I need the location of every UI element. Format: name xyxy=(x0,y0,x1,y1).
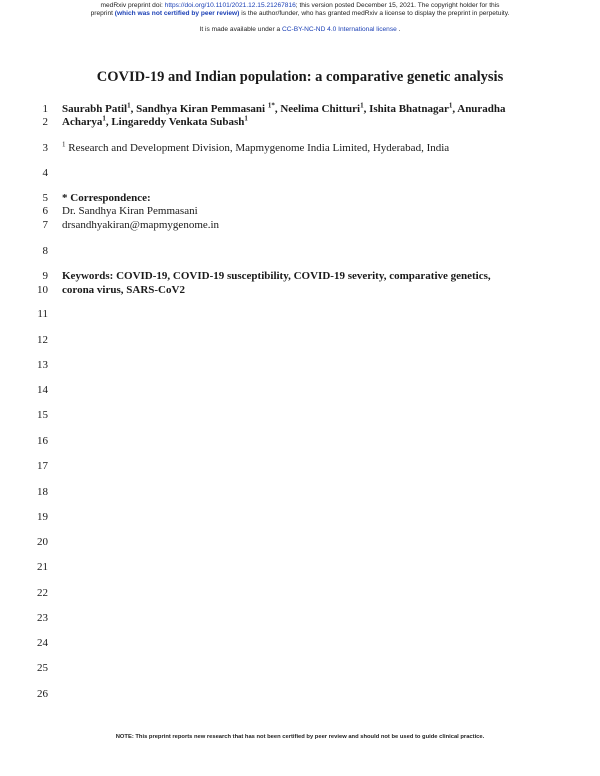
header-doi-label: medRxiv preprint doi: xyxy=(100,2,165,9)
header-license-text: is the author/funder, who has granted medRxiv a license to display the preprint in perpetuity. xyxy=(239,10,510,17)
line-number: 26 xyxy=(37,688,48,700)
correspondence-name: Dr. Sandhya Kiran Pemmasani xyxy=(62,205,198,217)
author-name: Saurabh Patil xyxy=(62,103,128,115)
line-number: 21 xyxy=(37,561,48,573)
keywords-line-2: corona virus, SARS-CoV2 xyxy=(62,284,185,296)
line-number: 18 xyxy=(37,486,48,498)
line-number: 19 xyxy=(37,511,48,523)
affiliation xyxy=(62,142,449,155)
line-number: 8 xyxy=(42,245,48,257)
author-affiliation-mark: 1 xyxy=(102,114,106,123)
author-affiliation-mark: 1 xyxy=(127,101,131,110)
correspondence-email[interactable]: drsandhyakiran@mapmygenome.in xyxy=(62,219,220,231)
affiliation-text: Research and Development Division, Mapmygenome India Limited, Hyderabad, India xyxy=(65,142,450,154)
author-list-line-1 xyxy=(62,103,506,116)
author-separator: , xyxy=(363,103,370,115)
paper-title: COVID-19 and Indian population: a comparative genetic analysis xyxy=(96,69,504,85)
author-separator: , xyxy=(274,103,281,115)
correspondence-heading: * Correspondence: xyxy=(62,192,151,204)
line-number: 14 xyxy=(37,384,48,396)
line-number: 16 xyxy=(37,435,48,447)
line-number: 6 xyxy=(42,205,48,217)
line-number: 2 xyxy=(42,116,48,128)
author-affiliation-mark: 1* xyxy=(267,101,275,110)
author-name: Acharya xyxy=(62,116,103,128)
author-affiliation-mark: 1 xyxy=(360,101,364,110)
affiliation-mark: 1 xyxy=(62,140,66,149)
line-number: 23 xyxy=(37,612,48,624)
doi-link[interactable]: https://doi.org/10.1101/2021.12.15.21267816 xyxy=(164,2,296,9)
line-number: 13 xyxy=(37,359,48,371)
line-number: 11 xyxy=(37,308,48,320)
peer-review-notice: (which was not certified by peer review) xyxy=(114,10,240,17)
author-separator: , xyxy=(130,103,137,115)
line-number: 17 xyxy=(37,460,48,472)
line-number: 9 xyxy=(42,270,48,282)
header-preprint-label: preprint xyxy=(90,10,115,17)
license-link[interactable]: CC-BY-NC-ND 4.0 International license xyxy=(281,26,397,33)
line-number: 15 xyxy=(37,409,48,421)
header-period: . xyxy=(396,26,401,33)
author-name: Sandhya Kiran Pemmasani xyxy=(136,103,266,115)
author-separator: , xyxy=(105,116,112,128)
line-number: 10 xyxy=(37,284,48,296)
line-number: 24 xyxy=(37,637,48,649)
preprint-header-line-1 xyxy=(0,2,600,10)
line-number: 20 xyxy=(37,536,48,548)
footer-note: NOTE: This preprint reports new research that has not been certified by peer review and should not be used to guide clinical practice. xyxy=(115,734,485,740)
line-number: 5 xyxy=(42,192,48,204)
line-number: 25 xyxy=(37,662,48,674)
author-name: Ishita Bhatnagar xyxy=(369,103,449,115)
line-number: 12 xyxy=(37,334,48,346)
line-number: 1 xyxy=(42,103,48,115)
preprint-header-line-2 xyxy=(0,10,600,18)
author-name: Anuradha xyxy=(457,103,506,115)
line-number: 3 xyxy=(42,142,48,154)
author-separator: , xyxy=(452,103,458,115)
author-affiliation-mark: 1 xyxy=(244,114,248,123)
line-number: 22 xyxy=(37,587,48,599)
line-number: 7 xyxy=(42,219,48,231)
line-number: 4 xyxy=(42,167,48,179)
author-name: Neelima Chitturi xyxy=(280,103,361,115)
header-posted-text: ; this version posted December 15, 2021. The copyright holder for this xyxy=(295,2,500,9)
author-name: Lingareddy Venkata Subash xyxy=(111,116,245,128)
header-availability-text: It is made available under a xyxy=(199,26,282,33)
author-list-line-2 xyxy=(62,116,248,129)
author-affiliation-mark: 1 xyxy=(448,101,453,110)
keywords-line-1: Keywords: COVID-19, COVID-19 susceptibility, COVID-19 severity, comparative genetics, xyxy=(62,270,491,282)
preprint-header-line-3 xyxy=(0,26,600,34)
